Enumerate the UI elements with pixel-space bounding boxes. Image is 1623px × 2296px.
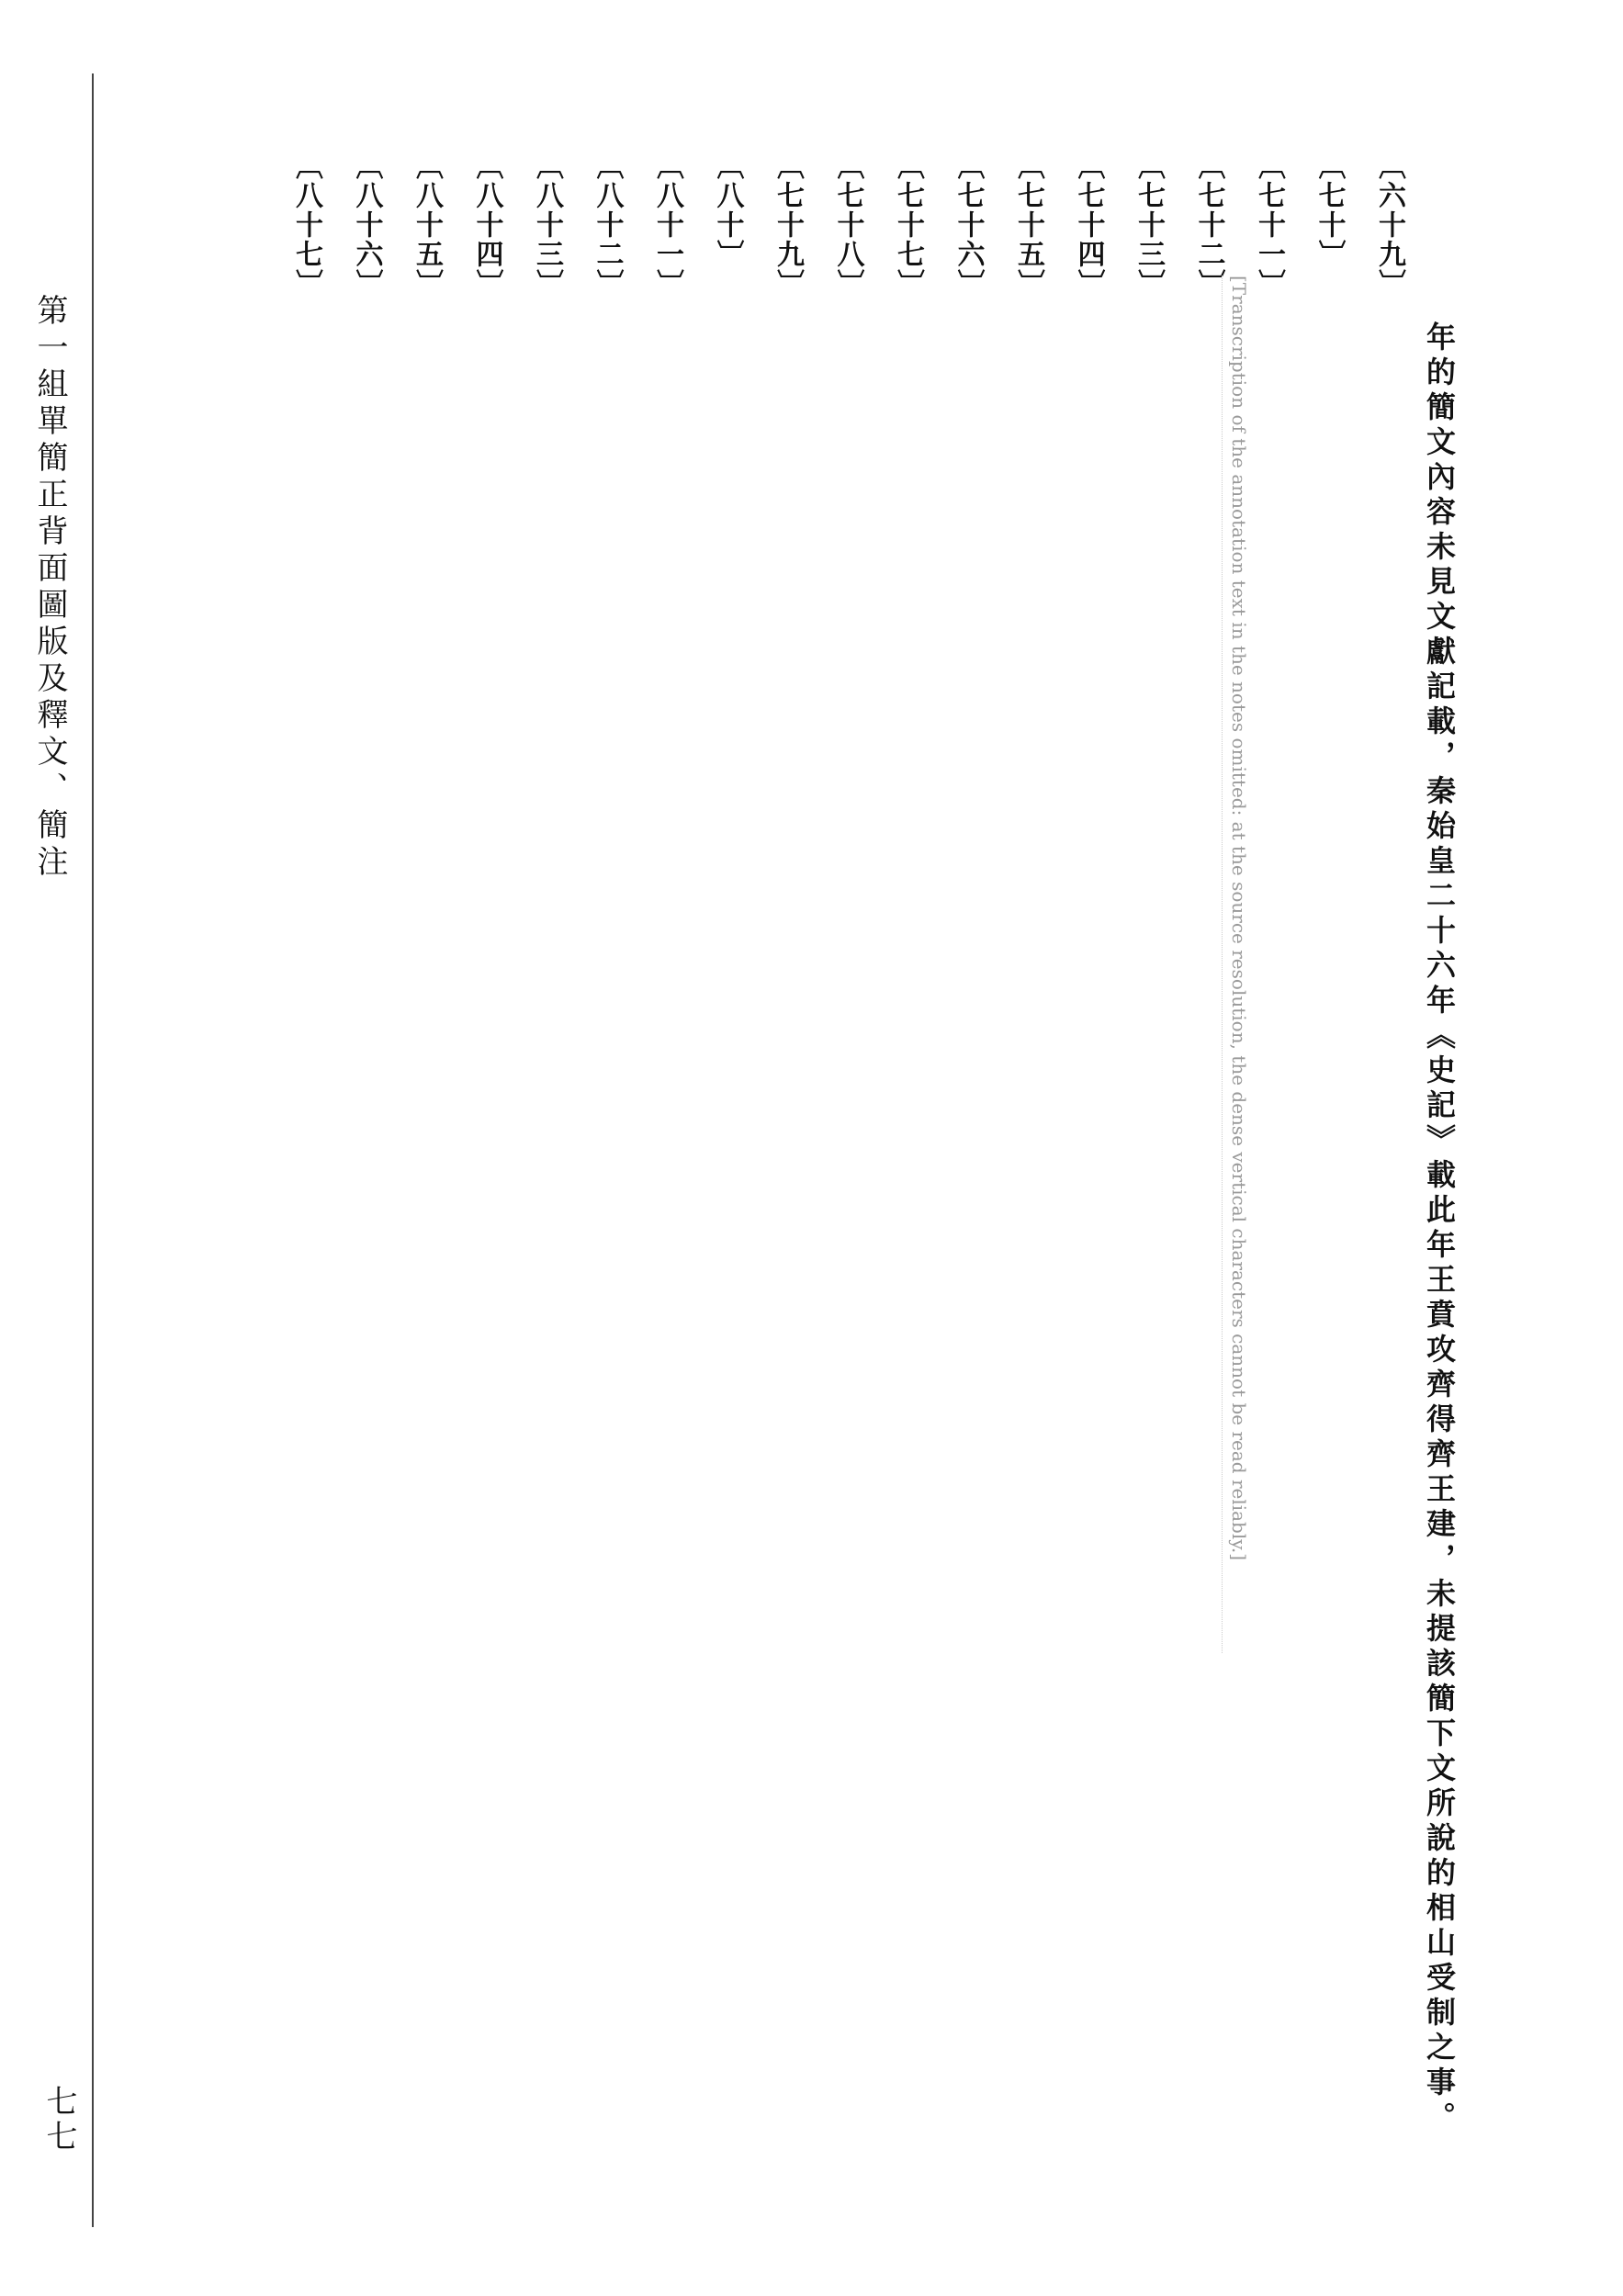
note-label: 〔八十四〕 — [470, 152, 503, 298]
note-label: 〔七十〕 — [1313, 152, 1346, 269]
continued-line: 年的簡文內容未見文獻記載，秦始皇二十六年《史記》載此年王賁攻齊得齊王建，未提該簡下文所說的相山受制之事。 — [1422, 321, 1457, 2136]
note-label: 〔七十二〕 — [1192, 152, 1225, 298]
note-label: 〔七十一〕 — [1253, 152, 1285, 298]
note-label: 〔七十八〕 — [831, 152, 864, 298]
omitted-notes-placeholder: [Transcription of the annotation text in the notes omitted: at the source resolution, the dense vertical characters cannot be read reliably.] — [1222, 276, 1250, 1653]
note-label: 〔八十一〕 — [651, 152, 683, 298]
note-label: 〔七十九〕 — [772, 152, 804, 298]
note-label: 〔七十五〕 — [1012, 152, 1044, 298]
note-label: 〔八十三〕 — [531, 152, 563, 298]
note-label: 〔八十五〕 — [411, 152, 443, 298]
note-label: 〔七十六〕 — [952, 152, 985, 298]
note-label: 〔八十〕 — [711, 152, 744, 269]
note-label: 〔六十九〕 — [1373, 152, 1405, 298]
running-head: 第一組單簡正背面圖版及釋文、簡注 — [31, 294, 68, 882]
margin-rule — [92, 73, 94, 2227]
note-label: 〔七十三〕 — [1133, 152, 1165, 298]
note-label: 〔八十六〕 — [350, 152, 383, 298]
note-label: 〔八十二〕 — [591, 152, 624, 298]
note-label: 〔七十七〕 — [892, 152, 924, 298]
note-label: 〔七十四〕 — [1072, 152, 1105, 298]
note-label: 〔八十七〕 — [290, 152, 322, 298]
page-number: 七七 — [40, 2085, 77, 2155]
